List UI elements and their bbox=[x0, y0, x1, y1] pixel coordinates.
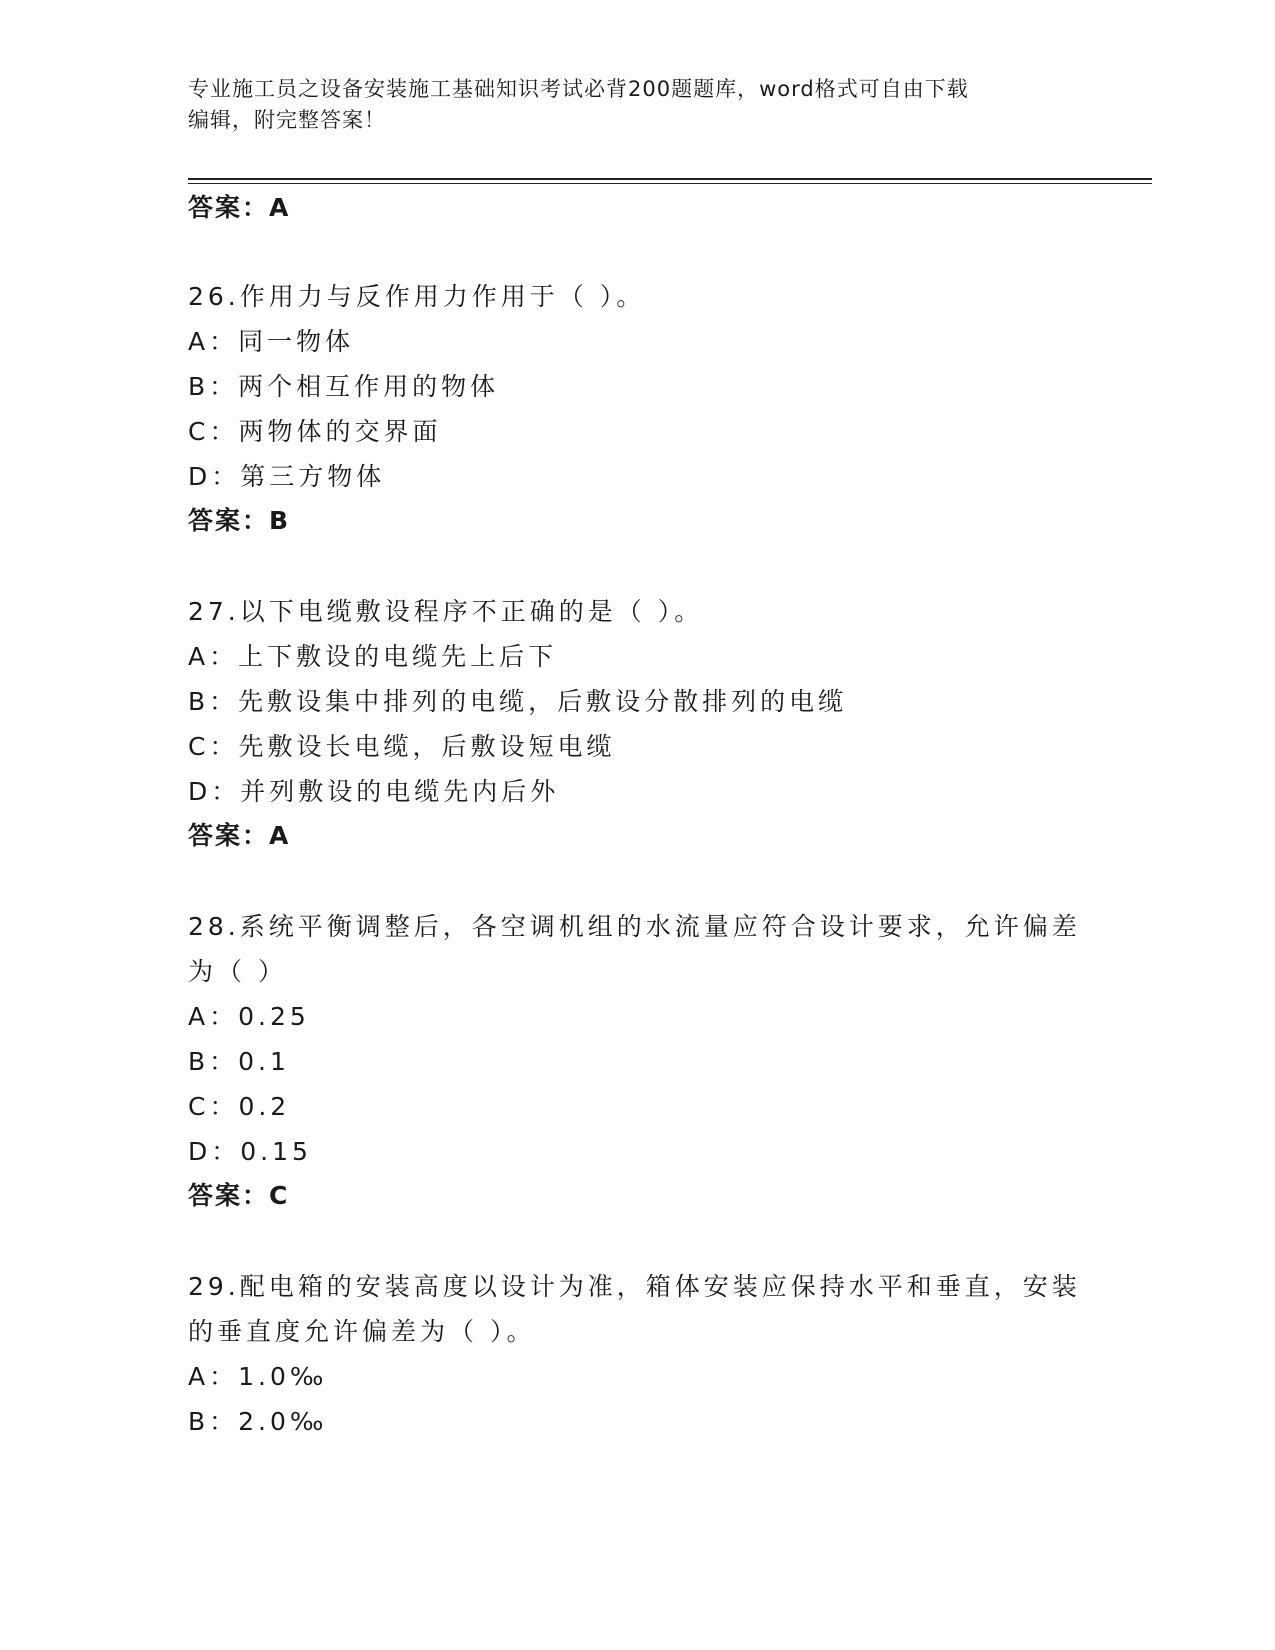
question-text: 27.以下电缆敷设程序不正确的是（ ）。 bbox=[188, 597, 704, 626]
question-text: 28.系统平衡调整后，各空调机组的水流量应符合设计要求，允许偏差 bbox=[188, 912, 1081, 941]
option-line: B：先敷设集中排列的电缆，后敷设分散排列的电缆 bbox=[188, 687, 848, 716]
question-text: 26.作用力与反作用力作用于（ ）。 bbox=[188, 282, 646, 311]
option-line: B：两个相互作用的物体 bbox=[188, 372, 500, 401]
option-line: B：2.0‰ bbox=[188, 1407, 328, 1436]
option-line: A：上下敷设的电缆先上后下 bbox=[188, 642, 558, 671]
question-text: 29.配电箱的安装高度以设计为准，箱体安装应保持水平和垂直，安装 bbox=[188, 1272, 1081, 1301]
answer-line: 答案：B bbox=[188, 506, 291, 535]
option-line: C：先敷设长电缆，后敷设短电缆 bbox=[188, 732, 616, 761]
header-line-1: 专业施工员之设备安装施工基础知识考试必背200题题库，word格式可自由下载 bbox=[188, 77, 969, 101]
answer-line: 答案：A bbox=[188, 821, 291, 850]
option-line: A：同一物体 bbox=[188, 327, 355, 356]
option-line: B：0.1 bbox=[188, 1047, 290, 1076]
header-divider-thin bbox=[188, 183, 1152, 184]
option-line: A：0.25 bbox=[188, 1002, 310, 1031]
option-line: D：并列敷设的电缆先内后外 bbox=[188, 777, 560, 806]
question-text-continued: 为（ ） bbox=[188, 957, 287, 986]
option-line: D：第三方物体 bbox=[188, 462, 386, 491]
question-text-continued: 的垂直度允许偏差为（ ）。 bbox=[188, 1317, 536, 1346]
option-line: C：0.2 bbox=[188, 1092, 291, 1121]
header-line-2: 编辑，附完整答案！ bbox=[188, 108, 386, 132]
answer-line: 答案：C bbox=[188, 1181, 290, 1210]
document-header bbox=[188, 74, 1078, 136]
option-line: D：0.15 bbox=[188, 1137, 312, 1166]
header-divider-thick bbox=[188, 178, 1152, 180]
answer-line: 答案：A bbox=[188, 193, 291, 222]
option-line: C：两物体的交界面 bbox=[188, 417, 442, 446]
option-line: A：1.0‰ bbox=[188, 1362, 328, 1391]
